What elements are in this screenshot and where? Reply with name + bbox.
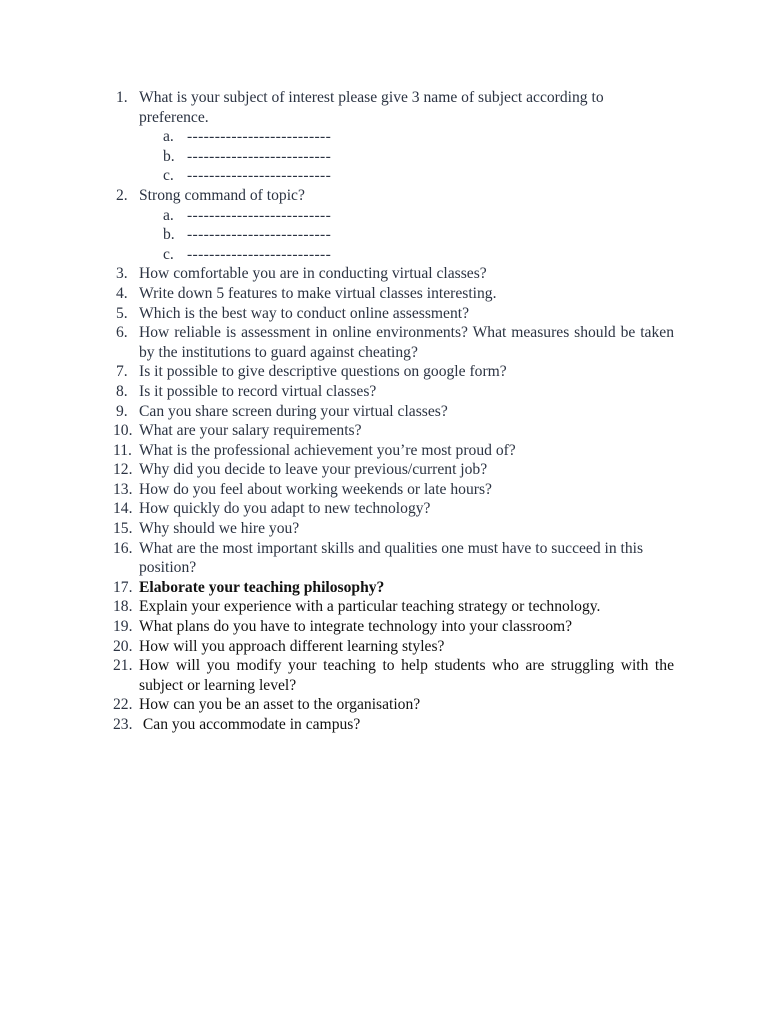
question-text: Is it possible to record virtual classes? xyxy=(139,382,377,400)
question-number: 4. xyxy=(116,284,128,302)
question-item xyxy=(0,88,674,186)
answer-blank: -------------------------- xyxy=(187,167,332,185)
answer-letter: a. xyxy=(163,206,174,224)
answer-letter: c. xyxy=(163,245,174,263)
answer-letter: b. xyxy=(163,226,175,244)
question-number: 6. xyxy=(116,324,128,342)
answer-letter: c. xyxy=(163,167,174,185)
question-number: 2. xyxy=(116,186,128,204)
question-item xyxy=(0,519,674,539)
question-text: Can you share screen during your virtual classes? xyxy=(139,402,448,420)
question-number: 20. xyxy=(113,637,133,655)
question-text: Why should we hire you? xyxy=(139,520,300,538)
question-text: What are your salary requirements? xyxy=(139,422,362,440)
question-text: What are the most important skills and qualities one must have to succeed in this position? xyxy=(139,539,644,577)
answer-blank-list xyxy=(139,206,674,265)
question-item xyxy=(0,656,674,695)
answer-letter: b. xyxy=(163,147,175,165)
question-text: How will you approach different learning styles? xyxy=(139,637,445,655)
answer-blank: -------------------------- xyxy=(187,147,332,165)
question-item xyxy=(0,284,674,304)
question-item xyxy=(0,480,674,500)
question-number: 14. xyxy=(113,500,133,518)
answer-blank: -------------------------- xyxy=(187,245,332,263)
question-number: 10. xyxy=(113,422,133,440)
question-text: Elaborate your teaching philosophy? xyxy=(139,578,385,596)
question-number: 18. xyxy=(113,598,133,616)
question-item xyxy=(0,539,674,578)
question-number: 5. xyxy=(116,304,128,322)
question-number: 16. xyxy=(113,539,133,557)
answer-blank: -------------------------- xyxy=(187,206,332,224)
question-number: 21. xyxy=(113,657,133,675)
question-item xyxy=(0,695,674,715)
question-text: How comfortable you are in conducting virtual classes? xyxy=(139,265,487,283)
question-text: Why did you decide to leave your previous/current job? xyxy=(139,461,488,479)
question-text: What plans do you have to integrate technology into your classroom? xyxy=(139,618,573,636)
question-number: 17. xyxy=(113,578,133,596)
question-item xyxy=(0,715,674,735)
question-item xyxy=(0,460,674,480)
question-number: 15. xyxy=(113,520,133,538)
question-item xyxy=(0,597,674,617)
question-item xyxy=(0,441,674,461)
question-number: 9. xyxy=(116,402,128,420)
question-item xyxy=(0,186,674,264)
question-number: 11. xyxy=(113,441,132,459)
answer-blank: -------------------------- xyxy=(187,128,332,146)
question-text: Explain your experience with a particular teaching strategy or technology. xyxy=(139,598,601,616)
question-item xyxy=(0,323,674,362)
question-item xyxy=(0,617,674,637)
answer-blank-item xyxy=(139,166,674,186)
question-item xyxy=(0,382,674,402)
question-item xyxy=(0,637,674,657)
question-item xyxy=(0,499,674,519)
question-text: Strong command of topic? xyxy=(139,186,305,204)
question-text: Write down 5 features to make virtual classes interesting. xyxy=(139,284,497,302)
answer-letter: a. xyxy=(163,128,174,146)
answer-blank-item xyxy=(139,206,674,226)
answer-blank-item xyxy=(139,225,674,245)
question-text: How will you modify your teaching to help students who are struggling with the subject or learning level? xyxy=(139,657,674,694)
question-number: 8. xyxy=(116,382,128,400)
question-number: 23. xyxy=(113,716,133,733)
question-text: How reliable is assessment in online environments? What measures should be taken by the institutions to guard against cheating? xyxy=(139,324,674,361)
question-text: Can you accommodate in campus? xyxy=(139,716,361,733)
question-number: 19. xyxy=(113,618,133,636)
question-item xyxy=(0,304,674,324)
question-list xyxy=(0,88,768,735)
question-number: 3. xyxy=(116,265,128,283)
question-item xyxy=(0,362,674,382)
answer-blank: -------------------------- xyxy=(187,226,332,244)
question-text: What is the professional achievement you’re most proud of? xyxy=(139,441,516,459)
question-item xyxy=(0,578,674,598)
answer-blank-item xyxy=(139,147,674,167)
answer-blank-item xyxy=(139,127,674,147)
question-text: How quickly do you adapt to new technology? xyxy=(139,500,431,518)
question-item xyxy=(0,402,674,422)
question-item xyxy=(0,264,674,284)
question-number: 12. xyxy=(113,461,133,479)
answer-blank-item xyxy=(139,245,674,265)
question-text: Is it possible to give descriptive questions on google form? xyxy=(139,363,507,381)
question-number: 22. xyxy=(113,696,133,714)
answer-blank-list xyxy=(139,127,674,186)
question-item xyxy=(0,421,674,441)
question-number: 1. xyxy=(116,89,128,106)
question-text: What is your subject of interest please give 3 name of subject according to preference. xyxy=(139,89,604,126)
question-text: Which is the best way to conduct online assessment? xyxy=(139,304,469,322)
question-number: 13. xyxy=(113,480,133,498)
question-text: How can you be an asset to the organisation? xyxy=(139,696,421,714)
question-text: How do you feel about working weekends or late hours? xyxy=(139,480,492,498)
question-number: 7. xyxy=(116,363,128,381)
